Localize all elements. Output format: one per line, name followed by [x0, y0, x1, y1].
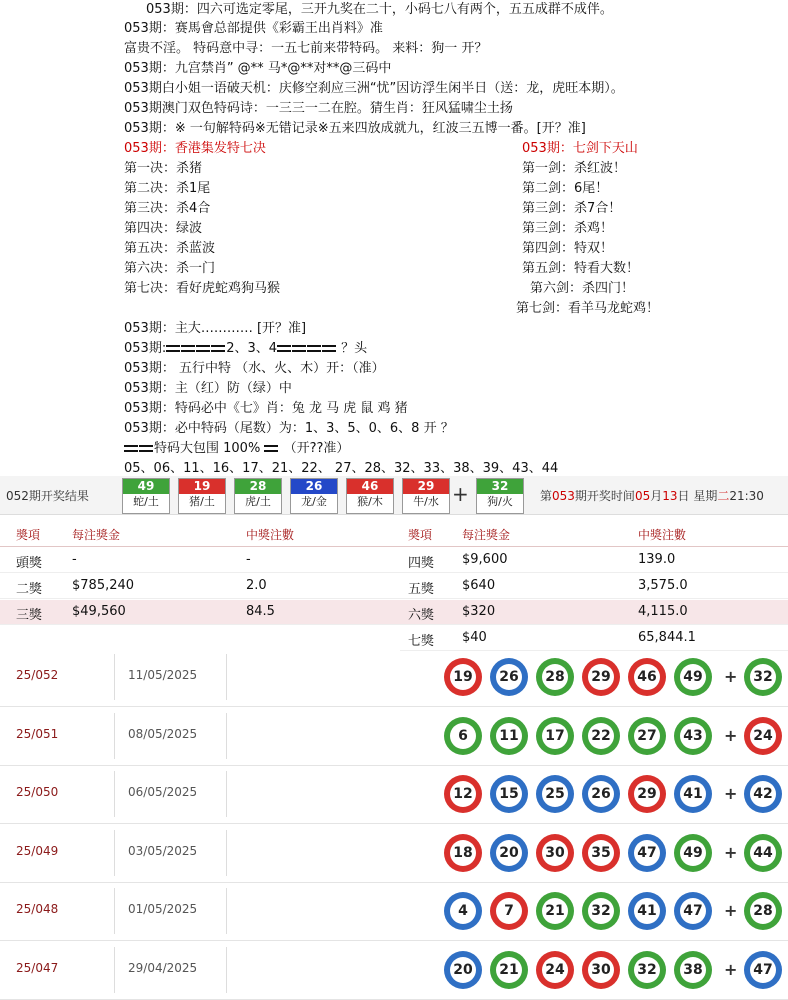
chip-number: 26	[291, 479, 337, 494]
column-divider	[226, 830, 227, 876]
prize-amount: $320	[462, 604, 496, 619]
ball-number: 47	[680, 898, 706, 924]
prize-name: 六獎	[408, 608, 435, 623]
ball-number: 12	[450, 781, 476, 807]
number-ball	[444, 717, 482, 755]
prize-count: -	[246, 552, 251, 567]
chip-number: 29	[403, 479, 449, 494]
history-row	[0, 707, 788, 766]
ball-number: 27	[634, 723, 660, 749]
column-divider	[114, 654, 115, 700]
number-ball	[490, 951, 528, 989]
number-ball	[444, 775, 482, 813]
ball-number: 32	[588, 898, 614, 924]
tip-line	[124, 340, 367, 358]
prize-amount: $9,600	[462, 552, 508, 567]
ball-number: 7	[496, 898, 522, 924]
chip-zodiac: 龙/金	[301, 495, 327, 508]
ball-number: 21	[496, 957, 522, 983]
forecast-line: 富贵不淫。 特码意中寻：一五七前来带特码。 来料：狗一 开？	[124, 41, 488, 56]
special-ball	[744, 892, 782, 930]
ball-number: 19	[450, 664, 476, 690]
result-chip	[178, 478, 226, 514]
tip-line	[124, 440, 349, 458]
tip-line: 053期：特码必中《七》肖：兔 龙 马 虎 鼠 鸡 猪	[124, 401, 408, 416]
chip-number: 28	[235, 479, 281, 494]
result-chip	[234, 478, 282, 514]
bar-icon	[264, 445, 278, 452]
prize-count: 139.0	[638, 552, 676, 567]
draw-date: 08/05/2025	[128, 726, 198, 741]
ball-number: 47	[750, 957, 776, 983]
number-ball	[674, 775, 712, 813]
ball-number: 49	[680, 664, 706, 690]
number-ball	[582, 717, 620, 755]
header-cell: 奬項	[16, 528, 41, 542]
number-ball	[674, 892, 712, 930]
bar-icon	[277, 345, 291, 352]
period-number: 25/050	[16, 785, 59, 799]
special-ball	[744, 658, 782, 696]
number-ball	[582, 951, 620, 989]
number-ball	[490, 892, 528, 930]
prize-amount: -	[72, 552, 77, 567]
period-number: 25/047	[16, 960, 59, 975]
number-ball	[628, 717, 666, 755]
right-item: 第六剑：杀四门！	[530, 281, 635, 296]
chip-number: 49	[123, 479, 169, 494]
right-item: 第五剑：特看大数！	[522, 261, 640, 276]
ball-number: 28	[750, 898, 776, 924]
draw-date: 11/05/2025	[128, 668, 198, 682]
prize-count: 2.0	[246, 578, 267, 593]
header-cell: 奬項	[408, 528, 433, 542]
left-item: 第二决：杀1尾	[124, 181, 211, 196]
tip-text: 特码大包围 100%	[154, 441, 261, 456]
right-item: 第七剑：看羊马龙蛇鸡！	[516, 301, 660, 316]
number-ball	[628, 775, 666, 813]
ball-number: 30	[588, 957, 614, 983]
prize-name: 七獎	[408, 634, 435, 649]
tip-line: 053期：主大………… [开？准]	[124, 321, 307, 336]
column-divider	[114, 713, 115, 759]
prize-name: 四獎	[408, 556, 435, 571]
ball-number: 42	[750, 781, 776, 807]
number-ball	[536, 834, 574, 872]
number-ball	[536, 892, 574, 930]
left-section-title: 053期：香港集发特七决	[124, 141, 266, 156]
result-chip	[346, 478, 394, 514]
ball-number: 20	[450, 957, 476, 983]
number-ball	[674, 717, 712, 755]
forecast-line: 053期：四六可选定零尾，三开九奖在二十，小码七八有两个，五五成群不成伴。	[146, 2, 613, 17]
ball-number: 26	[588, 781, 614, 807]
plus-sign: +	[724, 667, 738, 686]
ball-number: 38	[680, 957, 706, 983]
prize-name: 二獎	[16, 582, 43, 597]
ball-number: 4	[450, 898, 476, 924]
ball-number: 47	[634, 840, 660, 866]
bar-icon	[322, 345, 336, 352]
history-row	[0, 824, 788, 883]
ball-number: 32	[750, 664, 776, 690]
chip-zodiac: 牛/水	[413, 495, 439, 508]
ball-number: 18	[450, 840, 476, 866]
draw-result-label: 052期开奖结果	[6, 489, 89, 503]
period-number: 25/048	[16, 902, 59, 916]
number-ball	[674, 951, 712, 989]
ball-number: 17	[542, 723, 568, 749]
special-ball	[744, 834, 782, 872]
tip-digits: 2、3、4	[226, 341, 278, 356]
prize-row	[0, 548, 788, 573]
left-item: 第五决：杀蓝波	[124, 241, 216, 256]
ball-number: 49	[680, 840, 706, 866]
special-ball	[744, 775, 782, 813]
ball-number: 26	[496, 664, 522, 690]
draw-date: 03/05/2025	[128, 843, 198, 858]
prize-count: 65,844.1	[638, 630, 696, 645]
right-item: 第三剑：杀鸡！	[522, 221, 614, 236]
column-divider	[226, 888, 227, 934]
tip-text: （开??准）	[283, 441, 350, 456]
number-ball	[490, 717, 528, 755]
number-ball	[536, 951, 574, 989]
number-ball	[444, 951, 482, 989]
number-ball	[444, 658, 482, 696]
right-section-title: 053期：七剑下天山	[522, 141, 638, 156]
tip-line: 053期：主（红）防（绿）中	[124, 381, 292, 396]
chip-number: 32	[477, 479, 523, 494]
result-chip	[402, 478, 450, 514]
result-chip	[122, 478, 170, 514]
ball-number: 30	[542, 840, 568, 866]
tip-suffix: ？头	[341, 341, 368, 356]
prize-amount: $49,560	[72, 604, 126, 619]
prize-table-header	[0, 522, 788, 547]
ball-number: 32	[634, 957, 660, 983]
period-number: 25/052	[16, 668, 59, 682]
number-ball	[628, 834, 666, 872]
plus-sign: +	[724, 725, 738, 745]
draw-date: 29/04/2025	[128, 960, 198, 975]
prize-count: 4,115.0	[638, 604, 688, 619]
number-ball	[582, 834, 620, 872]
column-divider	[114, 771, 115, 817]
bar-icon	[307, 345, 321, 352]
number-ball	[490, 658, 528, 696]
column-divider	[114, 888, 115, 934]
right-item: 第四剑：特双！	[522, 241, 614, 256]
number-ball	[444, 892, 482, 930]
ball-number: 35	[588, 840, 614, 866]
history-row	[0, 941, 788, 1000]
result-chip	[290, 478, 338, 514]
ball-number: 29	[634, 781, 660, 807]
plus-sign: +	[724, 901, 738, 920]
ball-number: 46	[634, 664, 660, 690]
column-divider	[114, 830, 115, 876]
left-item: 第一决：杀猪	[124, 161, 203, 176]
ball-number: 41	[634, 898, 660, 924]
history-row	[0, 648, 788, 707]
chip-number: 19	[179, 479, 225, 494]
draw-date: 06/05/2025	[128, 785, 198, 799]
header-cell: 中獎注數	[638, 528, 687, 542]
number-ball	[536, 658, 574, 696]
number-ball	[628, 951, 666, 989]
ball-number: 20	[496, 840, 522, 866]
number-ball	[536, 717, 574, 755]
prize-name: 三獎	[16, 608, 43, 623]
history-row	[0, 882, 788, 941]
forecast-line: 053期白小姐一语破天机：庆修空刹应三洲“忧”因访浮生闲半日（送：龙，虎旺本期）。	[124, 81, 624, 96]
right-item: 第一剑：杀红波！	[522, 161, 627, 176]
ball-number: 24	[750, 723, 776, 749]
prize-row	[0, 574, 788, 599]
special-ball	[744, 951, 782, 989]
number-ball	[674, 658, 712, 696]
bar-icon	[166, 345, 180, 352]
tip-line: 05、06、11、16、17、21、22、 27、28、32、33、38、39、43、44	[124, 461, 559, 476]
forecast-line: 053期：赛馬會总部提供《彩霸王出肖料》准	[124, 21, 383, 36]
prize-count: 3,575.0	[638, 578, 688, 593]
bar-icon	[124, 445, 138, 452]
column-divider	[226, 947, 227, 993]
next-draw-info: 第053期开奖时间05月13日 星期二21:30	[540, 489, 764, 503]
ball-number: 41	[680, 781, 706, 807]
plus-sign: +	[724, 784, 738, 803]
prize-amount: $640	[462, 578, 496, 593]
header-cell: 每注獎金	[462, 528, 511, 542]
ball-number: 25	[542, 781, 568, 807]
special-chip	[476, 478, 524, 514]
forecast-line: 053期澳门双色特码诗：一三三一二在腔。猜生肖：狂风猛啸尘土扬	[124, 101, 513, 116]
number-ball	[628, 892, 666, 930]
tip-line: 053期：必中特码（尾数）为：1、3、5、0、6、8 开 ？	[124, 421, 454, 436]
ball-number: 22	[588, 723, 614, 749]
column-divider	[226, 654, 227, 700]
ball-number: 29	[588, 664, 614, 690]
plus-sign: +	[452, 482, 469, 506]
ball-number: 28	[542, 664, 568, 690]
draw-result-bar	[0, 476, 788, 515]
period-number: 25/049	[16, 843, 59, 858]
left-item: 第三决：杀4合	[124, 201, 211, 216]
bar-icon	[292, 345, 306, 352]
chip-number: 46	[347, 479, 393, 494]
number-ball	[536, 775, 574, 813]
bar-icon	[139, 445, 153, 452]
chip-zodiac: 虎/土	[245, 495, 271, 508]
prize-row	[0, 600, 788, 625]
column-divider	[226, 771, 227, 817]
chip-zodiac: 蛇/土	[133, 495, 159, 508]
history-row	[0, 765, 788, 824]
right-item: 第三剑：杀7合！	[522, 201, 622, 216]
draw-date: 01/05/2025	[128, 902, 198, 916]
prize-amount: $40	[462, 630, 487, 645]
number-ball	[444, 834, 482, 872]
ball-number: 24	[542, 957, 568, 983]
left-item: 第六决：杀一门	[124, 261, 216, 276]
prize-amount: $785,240	[72, 578, 135, 593]
header-cell: 每注獎金	[72, 528, 121, 542]
period-number: 25/051	[16, 726, 59, 741]
ball-number: 44	[750, 840, 776, 866]
left-item: 第四决：绿波	[124, 221, 203, 236]
plus-sign: +	[724, 959, 738, 979]
forecast-line: 053期：九宫禁肖” @** 马*@**对**@三码中	[124, 61, 392, 76]
chip-zodiac: 猪/土	[189, 495, 215, 508]
right-item: 第二剑：6尾！	[522, 181, 609, 196]
number-ball	[674, 834, 712, 872]
prize-name: 五獎	[408, 582, 435, 597]
special-ball	[744, 717, 782, 755]
ball-number: 21	[542, 898, 568, 924]
chip-zodiac: 猴/木	[357, 495, 383, 508]
number-ball	[628, 658, 666, 696]
prize-count: 84.5	[246, 604, 275, 619]
number-ball	[490, 775, 528, 813]
bar-icon	[211, 345, 225, 352]
ball-number: 43	[680, 723, 706, 749]
bar-icon	[196, 345, 210, 352]
ball-number: 6	[450, 723, 476, 749]
bar-icon	[181, 345, 195, 352]
tip-line: 053期： 五行中特 （水、火、木）开：（准）	[124, 361, 385, 376]
ball-number: 11	[496, 723, 522, 749]
column-divider	[114, 947, 115, 993]
left-item: 第七决：看好虎蛇鸡狗马猴	[124, 281, 281, 296]
plus-sign: +	[724, 842, 738, 862]
number-ball	[582, 658, 620, 696]
number-ball	[582, 775, 620, 813]
chip-zodiac: 狗/火	[487, 495, 513, 508]
tip-prefix: 053期:	[124, 341, 167, 356]
prize-name: 頭獎	[16, 556, 43, 571]
ball-number: 15	[496, 781, 522, 807]
number-ball	[582, 892, 620, 930]
number-ball	[490, 834, 528, 872]
column-divider	[226, 713, 227, 759]
header-cell: 中獎注數	[246, 528, 295, 542]
forecast-line: 053期：※ 一句解特码※无错记录※五来四放成就九，红波三五博一番。[开？准]	[124, 121, 586, 136]
